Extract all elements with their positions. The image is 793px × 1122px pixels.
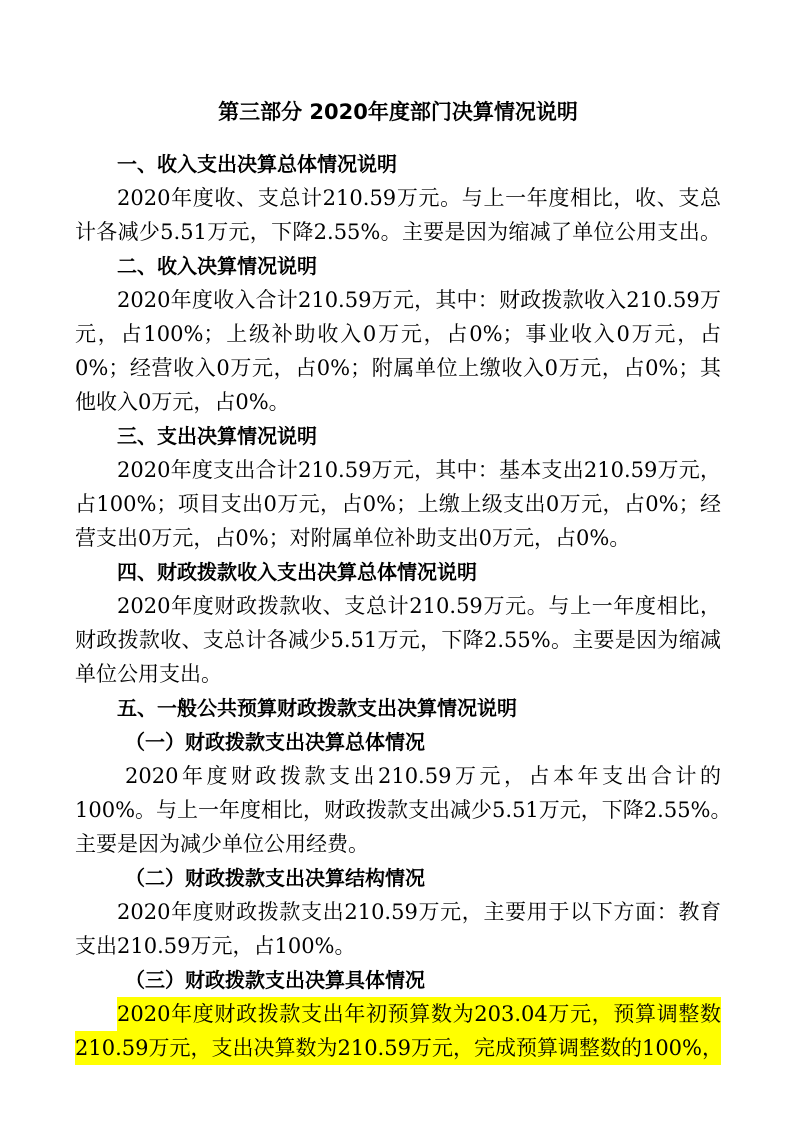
section-heading-5: 五、一般公共预算财政拨款支出决算情况说明 bbox=[117, 696, 517, 720]
paragraph-line: 2020年度财政拨款收、支总计210.59万元。与上一年度相比， bbox=[117, 594, 721, 618]
paragraph-line: 2020年度收、支总计210.59万元。与上一年度相比，收、支总 bbox=[117, 186, 721, 210]
section-heading-2: 二、收入决算情况说明 bbox=[117, 254, 317, 278]
paragraph-line: 2020年度财政拨款支出210.59万元，占本年支出合计的 bbox=[125, 764, 721, 788]
paragraph-line: 占100%；项目支出0万元，占0%；上缴上级支出0万元，占0%；经 bbox=[75, 492, 721, 516]
section-heading-4: 四、财政拨款收入支出决算总体情况说明 bbox=[117, 560, 477, 584]
paragraph-line: 2020年度支出合计210.59万元，其中：基本支出210.59万元， bbox=[117, 458, 721, 482]
paragraph-line: 2020年度财政拨款支出210.59万元，主要用于以下方面：教育 bbox=[117, 900, 721, 924]
subsection-heading-2: （二）财政拨款支出决算结构情况 bbox=[125, 866, 425, 890]
paragraph-line: 2020年度收入合计210.59万元，其中：财政拨款收入210.59万 bbox=[117, 288, 721, 312]
paragraph-line: 单位公用支出。 bbox=[75, 662, 222, 686]
section-heading-1: 一、收入支出决算总体情况说明 bbox=[117, 152, 397, 176]
highlighted-paragraph-line: 210.59万元，支出决算数为210.59万元，完成预算调整数的100%， bbox=[75, 1031, 721, 1065]
highlighted-paragraph-line: 2020年度财政拨款支出年初预算数为203.04万元，预算调整数 bbox=[117, 997, 721, 1031]
subsection-heading-3: （三）财政拨款支出决算具体情况 bbox=[125, 968, 425, 992]
paragraph-line: 计各减少5.51万元，下降2.55%。主要是因为缩减了单位公用支出。 bbox=[75, 220, 721, 244]
paragraph-line: 支出210.59万元，占100%。 bbox=[75, 934, 356, 958]
page-title: 第三部分 2020年度部门决算情况说明 bbox=[218, 100, 578, 124]
paragraph-line: 营支出0万元，占0%；对附属单位补助支出0万元，占0%。 bbox=[75, 526, 631, 550]
paragraph-line: 100%。与上一年度相比，财政拨款支出减少5.51万元，下降2.55%。 bbox=[75, 798, 732, 822]
section-heading-3: 三、支出决算情况说明 bbox=[117, 424, 317, 448]
paragraph-line: 他收入0万元，占0%。 bbox=[75, 390, 290, 414]
paragraph-line: 元，占100%；上级补助收入0万元，占0%；事业收入0万元，占 bbox=[75, 322, 721, 346]
paragraph-line: 主要是因为减少单位公用经费。 bbox=[75, 832, 369, 856]
paragraph-line: 0%；经营收入0万元，占0%；附属单位上缴收入0万元，占0%；其 bbox=[75, 356, 721, 380]
paragraph-line: 财政拨款收、支总计各减少5.51万元，下降2.55%。主要是因为缩减 bbox=[75, 628, 721, 652]
subsection-heading-1: （一）财政拨款支出决算总体情况 bbox=[125, 730, 425, 754]
